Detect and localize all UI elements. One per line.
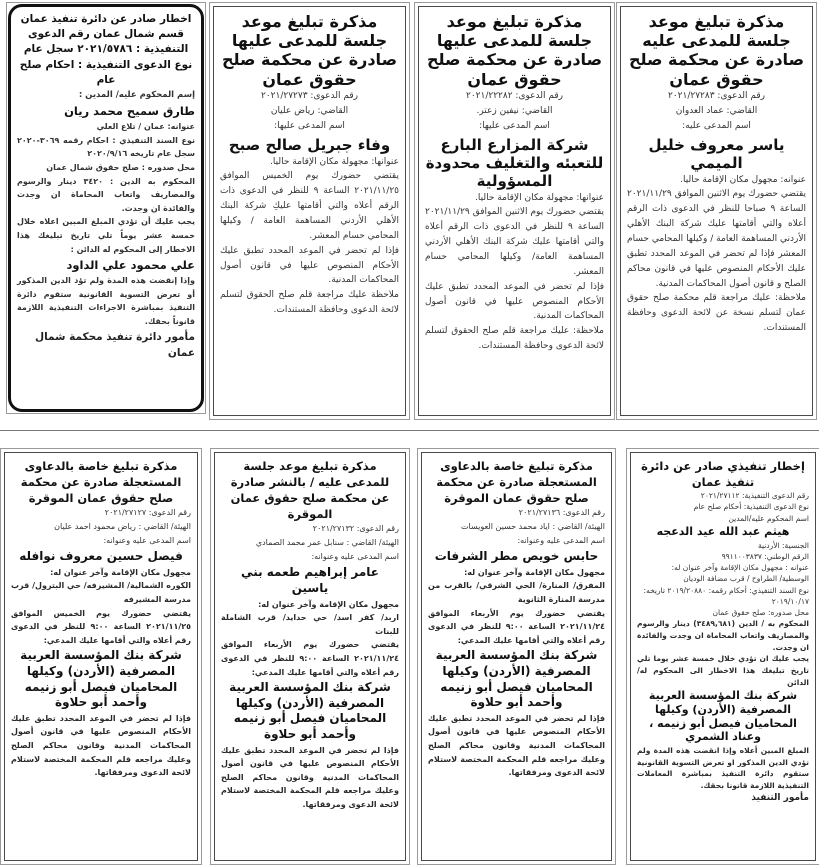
notice-body: يقتضي حضورك يوم الاثنين الموافق ٢٠٢١/١١/٢٩ الساعة ٩ للنظر في الدعوى ذات الرقم أعلاه والتي أقامتها عليك شركة البنك الأهلي الأردني المساهمة العامة/ وكيلها المحامي حسام المعشر.: [425, 207, 604, 277]
notice-meta: اسم المدعى عليه:: [682, 121, 751, 132]
notice-name: هيثم عبد الله عيد الدعجه: [656, 524, 790, 538]
notice-name: علي محمود علي الداود: [66, 258, 195, 273]
notice-session-amer: [214, 452, 406, 861]
notice-title: مذكرة تبليغ موعد جلسة للمدعى عليه / بالنشر صادرة عن محكمة صلح حقوق عمان الموقرة: [230, 459, 390, 522]
notice-body: اربد/ كفر اسد/ حي حدايد/ قرب الشاملة للبنات: [221, 613, 399, 636]
notice-body: مجهول مكان الإقامة وآخر عنوان له:: [464, 567, 605, 577]
notice-meta: اسم المحكوم عليه/المدين: [728, 513, 809, 523]
notice-meta: رقم الدعوى: ٢٠٢١/٢٧٢٨٣: [668, 90, 765, 101]
row-divider: [0, 430, 819, 431]
notice-body: يجب عليك أن تؤدي المبلغ المبين اعلاه خلال خمسة عشر يوماً تلي تاريخ تبليغك هذا الاخطار إلى المحكوم له الدائن :: [17, 217, 195, 254]
notice-execution-haitham: [630, 452, 816, 861]
notice-meta: رقم الدعوى: ٢٠٢١/٢٧١٣٢: [312, 524, 399, 534]
notice-meta: الجنسية: الأردنية: [757, 540, 809, 550]
notice-meta: نوع الدعوى التنفيذية: أحكام صلح عام: [693, 502, 809, 512]
notice-meta: اسم المدعى عليه وعنوانه:: [103, 536, 191, 546]
notice-body: فإذا لم تحضر في الموعد المحدد تطبق عليك الأحكام المنصوص عليها في قانون أصول المحاكمات المدنية وقانون محاكم الصلح وعليك مراجعه قلم المحكمة المختصة لاستلام لائحة الدعوى ومرفقاتها.: [428, 713, 605, 778]
notice-name: طارق سميح محمد ريان: [64, 104, 195, 119]
notice-body: عنوانه: مجهول مكان الإقامة حاليا.: [680, 174, 806, 185]
notice-urgent-habes: [421, 452, 612, 861]
notice-name: ياسر معروف خليل الميمي: [648, 135, 785, 172]
notice-meta: رقم الدعوى: ٢٠٢١/٢٢٢٨٢: [466, 90, 563, 101]
notice-meta: رقم الدعوى: ٢٠٢١/٢٧٢٧٣: [261, 90, 358, 101]
notice-body: فإذا لم تحضر في الموعد المحدد تطبق عليك الأحكام المنصوص عليها في قانون أصول المحاكمات المدنية.: [220, 245, 399, 286]
notice-body: ملاحظة عليك مراجعة قلم صلح الحقوق لتسلم لائحة الدعوى وحافظة المستندات.: [220, 290, 399, 316]
notice-meta: الوسطية/ الطراوح / قرب مضافة الوديان: [683, 574, 809, 584]
notice-name: شركة بنك المؤسسة العربية المصرفية (الأردن) وكيلها المحاميان فيصل أبو زنيمه وأحمد أبو حلاوة: [229, 680, 391, 741]
notice-sign: مأمور التنفيذ: [751, 792, 809, 803]
notice-body: محل صدوره : صلح حقوق شمال عمان: [46, 162, 195, 172]
notice-urgent-faisal: [4, 452, 198, 861]
notice-session-wafaa: [213, 6, 406, 416]
notice-body: فإذا لم تحضر في الموعد المحدد تطبق عليك الأحكام المنصوص عليها في قانون أصول المحاكمات المدنية وقانون محاكم الصلح وعليك مراجعه قلم المحكمة المختصة لاستلام لائحة الدعوى ومرفقاتها.: [221, 745, 399, 809]
notice-body: المبلغ المبين أعلاه وإذا انقضت هذه المدة ولم تؤدي الدين المذكور او تعرض التسوية القانونية ستقوم دائرة التنفيذ بمباشرة المعاملات التنفيذية اللازمة قانونا بحقك.: [637, 746, 809, 791]
notice-meta: رقم الدعوى التنفيذية: ٢٠٢١/٢٧١١٢: [700, 491, 809, 501]
notice-meta: الرقم الوطني: ٩٩١١٠٠٣٨٣٧: [721, 551, 809, 561]
notice-meta: اسم المدعى عليه وعنوانه:: [311, 552, 399, 562]
notice-body: المفرق/ المنارة/ الحي الشرقي/ بالقرب من مدرسة المنارة الثانوية: [428, 581, 605, 605]
notice-body: فإذا لم تحضر في الموعد المحدد تطبق عليك الأحكام المنصوص عليها في قانون أصول المحاكمات المدنية وقانون محاكم الصلح وعليك مراجعه قلم المحكمة المختصة لاستلام لائحة الدعوى ومرفقاتها.: [11, 713, 191, 778]
notice-meta: رقم الدعوى: ٢٠٢١/٢٧١٢٧: [104, 508, 191, 518]
notice-meta: الهيئة/ القاضي : سنابل عمر محمد الصمادي: [255, 538, 399, 548]
notice-meta: اسم المدعى عليها:: [274, 121, 345, 132]
notice-meta: القاضي: نيفين زعتر.: [476, 106, 553, 117]
notice-name: شركة بنك المؤسسة العربية المصرفية (الأردن) وكيلها المحاميان فيصل أبو زنيمه ، وعناد الشمري: [648, 689, 798, 744]
notice-meta: الهيئة/ القاضي : رياض محمود احمد عليان: [54, 522, 191, 532]
notice-session-yaser: [620, 6, 813, 416]
notice-title: مذكرة تبليغ موعد جلسة للمدعى عليه صادرة عن محكمة صلح حقوق عمان: [628, 12, 805, 89]
notice-meta: الهيئة/ القاضي : اياد محمد حسين العويسات: [460, 522, 605, 532]
notice-body: يقتضي حضورك يوم الاثنين الموافق ٢٠٢١/١١/٢٩ الساعة ٩ صباحا للنظر في الدعوى ذات الرقم أعلاه والتي أقامتها عليك شركة البنك الأهلي الأردني المساهمة العامة / وكيلها المحامي حسام المعشر فإذا لم تحضر في الموعد المحدد تطبق عليك الأحكام المنصوص عليها في قانون محاكم الصلح و قانون أصول المحاكمات المدنية.: [627, 189, 806, 289]
notice-title: مذكرة تبليغ خاصة بالدعاوى المستعجلة صادرة عن محكمة صلح حقوق عمان الموقرة: [20, 459, 182, 506]
notice-meta: القاضي: عماد العدوان: [675, 106, 758, 117]
notice-title: إخطار تنفيذي صادر عن دائرة تنفيذ عمان: [641, 459, 805, 490]
notice-body: المحكوم به / الدين (٣٤٨٩,٦٨١) دينار والرسوم والمصاريف واتعاب المحاماة ان وجدت والفائدة ان وجدت.: [637, 619, 809, 652]
notice-name: شركة بنك المؤسسة العربية المصرفية (الأردن) وكيلها المحاميان فيصل أبو زنيمه وأحمد أبو حلاوة: [435, 648, 598, 710]
notice-sign: مأمور دائرة تنفيذ محكمة شمال عمان: [35, 330, 195, 360]
notice-body: عنوانه: عمان / تلاع العلي: [96, 122, 195, 132]
notice-body: الكوره الشمالية/ المشيرفه/ حي البترول/ قرب مدرسة المشيرفه: [11, 581, 191, 605]
notice-body: وإذا إنقضت هذه المدة ولم تؤد الدين المذكور أو تعرض التسوية القانونية ستقوم دائرة التنفيذ بمباشرة الاجراءات التنفيذية اللازمة قانوناً بحقك.: [17, 276, 195, 327]
notice-title: مذكرة تبليغ موعد جلسة للمدعى عليها صادرة عن محكمة صلح حقوق عمان: [221, 12, 398, 89]
notice-meta: رقم الدعوى: ٢٠٢١/٢٧١٣٦: [518, 508, 605, 518]
notice-body: يقتضي حضورك يوم الخميس الموافق ٢٠٢١/١١/٢٥ الساعة ٩ للنظر في الدعوى ذات الرقم أعلاه والتي أقامتها عليكِ شركة البنك الأهلي الأردني المساهمة العامة / وكيلها المحامي حسام المعشر.: [220, 171, 400, 241]
notice-name: عامر إبراهيم طعمه بني ياسين: [241, 565, 379, 595]
notice-name: حابس خويص مطر الشرفات: [434, 549, 599, 564]
notice-body: المحكوم به الدين : ٣٤٢٠ دينار والرسوم والمصاريف واتعاب المحاماة ان وجدت والفائدة ان وجدت.: [17, 176, 196, 213]
notice-body: مجهول مكان الإقامة وآخر عنوان له:: [258, 599, 399, 609]
notice-title: اخطار صادر عن دائرة تنفيذ عمان قسم شمال عمان رقم الدعوى التنفيذية : ٢٠٢١/٥٧٨٦ سجل عام نوع الدعوى التنفيذية : احكام صلح عام: [19, 13, 193, 86]
notice-name: وفاء جبريل صالح صبح: [228, 135, 391, 154]
notice-meta: محل صدوره: صلح حقوق عمان: [712, 608, 809, 618]
notice-execution-tareq: [8, 4, 204, 412]
notice-name: شركة المزارع البارع للتعبئه والتغليف محدودة المسؤولية: [425, 135, 604, 190]
notice-meta: اسم المدعى عليه وعنوانه:: [517, 536, 605, 546]
notice-body: نوع السند التنفيذي : احكام رقمه ٣٠٦٩-٢٠٢٠ سجل عام تاريخه ٢٠٢٠/٩/١٦: [17, 135, 195, 159]
notice-body: يقتضي حضورك يوم الأربعاء الموافق ٢٠٢١/١١/٢٤ الساعة ٩:٠٠ للنظر في الدعوى رقم أعلاه والتي أقامها عليك المدعي:: [221, 640, 399, 677]
notice-body: يقتضي حضورك يوم الأربعاء الموافق ٢٠٢١/١١/٢٤ الساعة ٩:٠٠ للنظر في الدعوى رقم أعلاه والتي أقامها عليك المدعي:: [428, 608, 606, 645]
notice-title: مذكرة تبليغ موعد جلسة للمدعى عليها صادرة عن محكمة صلح حقوق عمان: [426, 12, 603, 89]
notice-body: يقتضي حضورك يوم الخميس الموافق ٢٠٢١/١١/٢٥ الساعة ٩:٠٠ للنظر في الدعوى رقم أعلاه والتي أقامها عليك المدعي:: [11, 608, 192, 645]
notice-body: فإذا لم تحضر في الموعد المحدد تطبق عليك الأحكام المنصوص عليها في قانون أصول المحاكمات المدنية.: [425, 281, 604, 322]
notice-body: ملاحظة: عليك مراجعة قلم صلح الحقوق لتسلم لائحة الدعوى وحافظة المستندات.: [425, 326, 604, 352]
notice-body: عنوانها: مجهولة مكان الإقامة حاليا.: [475, 192, 604, 203]
notice-body: ملاحظة: عليك مراجعة قلم محكمة صلح حقوق عمان لتسلم نسخة عن لائحة الدعوى وحافظة المستندات.: [627, 293, 806, 334]
notice-meta: إسم المحكوم عليه/ المدين :: [78, 90, 195, 101]
notice-body: يجب عليك ان تؤدي خلال خمسة عشر يوما تلي تاريخ تبليغك هذا الاخطار الى المحكوم له/الدائن: [637, 654, 809, 687]
notice-meta: نوع السند التنفيذي: أحكام رقمه: ٢٠١٩/٢٠٨٨٠ تاريخه: ٢٠١٩/١٠/١٧: [643, 585, 809, 606]
notice-meta: عنوانه : مجهول مكان الإقامة وآخر عنوان له:: [671, 563, 809, 573]
notice-meta: اسم المدعى عليها:: [479, 121, 550, 132]
notice-name: فيصل حسين معروف نوافله: [19, 549, 183, 564]
notice-meta: القاضي: رياض عليان: [270, 106, 349, 117]
notice-body: عنوانها: مجهولة مكان الإقامة حاليا.: [270, 156, 399, 167]
notice-name: شركة بنك المؤسسة العربية المصرفية (الأردن) وكيلها المحاميان فيصل أبو زنيمه وأحمد أبو حلاوة: [20, 648, 182, 710]
notice-body: مجهول مكان الإقامة وآخر عنوان له:: [50, 567, 191, 577]
notice-session-mazare: [418, 6, 611, 416]
notice-title: مذكرة تبليغ خاصة بالدعاوى المستعجلة صادرة عن محكمة صلح حقوق عمان الموقرة: [436, 459, 597, 506]
